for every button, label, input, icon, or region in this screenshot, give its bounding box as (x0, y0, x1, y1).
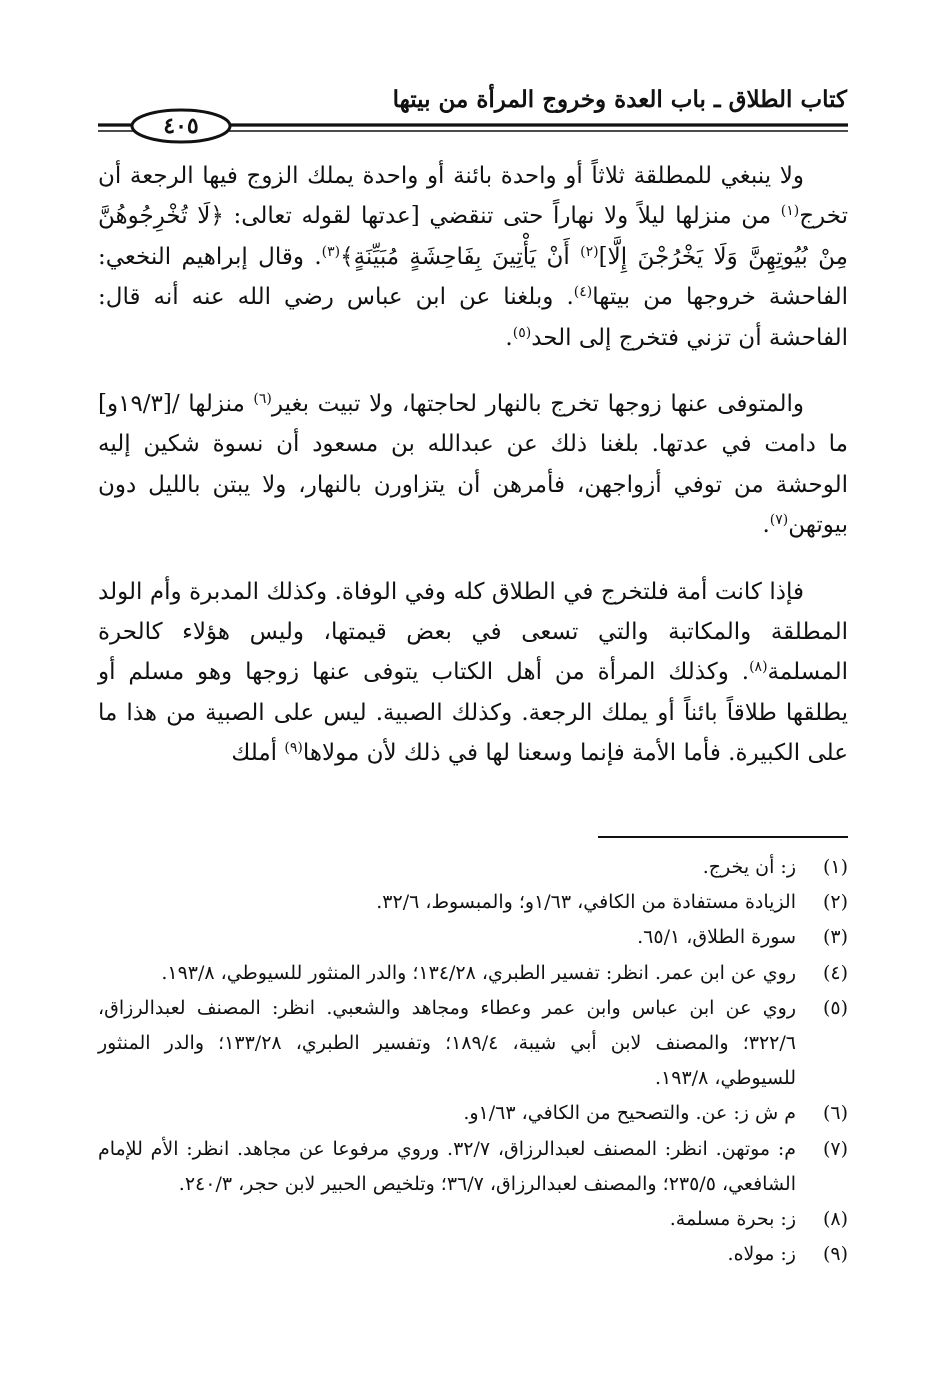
running-title: كتاب الطلاق ـ باب العدة وخروج المرأة من بيتها (392, 86, 847, 113)
footnote-item (98, 1132, 848, 1202)
footnote-marker: (٣) (321, 243, 341, 260)
footnote-text: سورة الطلاق، ٦٥/١. (637, 926, 796, 949)
footnote-marker: (٤) (573, 284, 593, 301)
text-run: . وكذلك المرأة من أهل الكتاب يتوفى عنها زوجها وهو مسلم أو يطلقها طلاقاً بائناً أو يملك الرجعة. وكذلك الصبية. ليس على الصبية من هذا ما على الكبيرة. فأما الأمة فإنما وسعنا لها في ذلك لأن مولاها (98, 659, 848, 767)
paragraph (98, 156, 848, 358)
footnotes (98, 850, 848, 1272)
footnote-text: ز: أن يخرج. (702, 856, 796, 878)
footnote-number: (٧) (822, 1137, 848, 1160)
footnote-item (98, 1202, 848, 1237)
footnote-number: (٣) (822, 926, 848, 949)
footnote-text: م ش ز: عن. والتصحيح من الكافي، ١/٦٣و. (463, 1102, 796, 1125)
footnote-number: (٤) (822, 961, 848, 984)
footnote-text: روي عن ابن عباس وابن عمر وعطاء ومجاهد والشعبي. انظر: المصنف لعبدالرزاق، ٣٢٢/٦؛ والمصنف لابن أبي شيبة، ١٨٩/٤؛ وتفسير الطبري، ١٣٣/٢٨؛ والدر المنثور للسيوطي، ١٩٣/٨. (98, 996, 796, 1090)
footnote-text: روي عن ابن عمر. انظر: تفسير الطبري، ١٣٤/٢٨؛ والدر المنثور للسيوطي، ١٩٣/٨. (161, 961, 796, 984)
footnote-text: م: موتهن. انظر: المصنف لعبدالرزاق، ٣٢/٧. وروي مرفوعا عن مجاهد. انظر: الأم للإمام الشافعي، ٢٣٥/٥؛ والمصنف لعبدالرزاق، ٣٦/٧؛ وتلخيص الحبير لابن حجر، ٢٤٠/٣. (98, 1137, 797, 1195)
text-run: من منزلها ليلاً ولا نهاراً حتى تنقضي [عدتها لقوله تعالى: ﴿لَا تُخْرِجُوهُنَّ مِنْ بُيُوتِهِنَّ وَلَا يَخْرُجْنَ إِلَّا (98, 203, 848, 270)
footnote-item (98, 885, 848, 920)
text-run: . وبلغنا عن ابن عباس رضي الله عنه أنه قال: الفاحشة أن تزني فتخرج إلى الحد (98, 284, 848, 351)
text-run: والمتوفى عنها زوجها تخرج بالنهار لحاجتها، ولا تبيت بغير (271, 391, 804, 418)
footnote-marker: (٨) (749, 659, 768, 676)
footnote-text: ز: بحرة مسلمة. (669, 1208, 796, 1231)
text-run: . (762, 512, 770, 539)
footnote-item (98, 850, 848, 885)
main-text (98, 156, 848, 774)
footnote-number: (٦) (822, 1102, 848, 1125)
footnote-number: (١) (822, 856, 848, 878)
text-run: ] (598, 243, 608, 270)
text-run: أملك (231, 740, 285, 767)
footnote-item (98, 920, 848, 955)
paragraph (98, 572, 848, 774)
footnote-number: (٥) (822, 996, 848, 1019)
footnote-marker: (١) (780, 203, 800, 220)
footnote-marker: (٦) (253, 391, 272, 408)
paragraph (98, 384, 848, 546)
footnote-marker: (٩) (284, 740, 303, 757)
footnote-item (98, 1237, 848, 1272)
footnote-number: (٢) (822, 891, 848, 914)
footnote-marker: (٥) (512, 324, 532, 341)
page-number: ٤٠٥ (163, 113, 199, 139)
text-run: . وقال إبراهيم النخعي: الفاحشة خروجها من بيتها (98, 243, 848, 311)
footnote-marker: (٢) (580, 243, 599, 260)
text-run: منزلها /[١٩/٣و] ما دامت في عدتها. بلغنا ذلك عن عبدالله بن مسعود أن نسوة شكين إليه الوحشة من توفي أزواجهن، فأمرهن أن يتزاورن بالنهار، ولا يبتن بالليل دون بيوتهن (98, 391, 848, 539)
footnote-marker: (٧) (769, 512, 789, 529)
text-run: ولا ينبغي للمطلقة ثلاثاً أو واحدة بائنة أو واحدة يملك الزوج فيها الرجعة أن تخرج (98, 163, 848, 230)
text-run: أَنْ يَأْتِينَ بِفَاحِشَةٍ مُبَيِّنَةٍ﴾ (340, 243, 581, 270)
footnote-separator (598, 836, 848, 838)
footnote-text: الزيادة مستفادة من الكافي، ١/٦٣و؛ والمبسوط، ٣٢/٦. (376, 891, 796, 914)
footnote-number: (٨) (822, 1208, 848, 1231)
footnote-item (98, 956, 848, 991)
footnote-item (98, 991, 848, 1097)
text-run: فإذا كانت أمة فلتخرج في الطلاق كله وفي الوفاة. وكذلك المدبرة وأم الولد المطلقة والمكاتبة والتي تسعى في بعض قيمتها، وليس هؤلاء كالحرة المسلمة (98, 578, 848, 686)
text-run: . (505, 324, 513, 351)
footnote-item (98, 1096, 848, 1131)
footnote-number: (٩) (822, 1243, 848, 1266)
footnote-text: ز: مولاه. (727, 1243, 796, 1266)
